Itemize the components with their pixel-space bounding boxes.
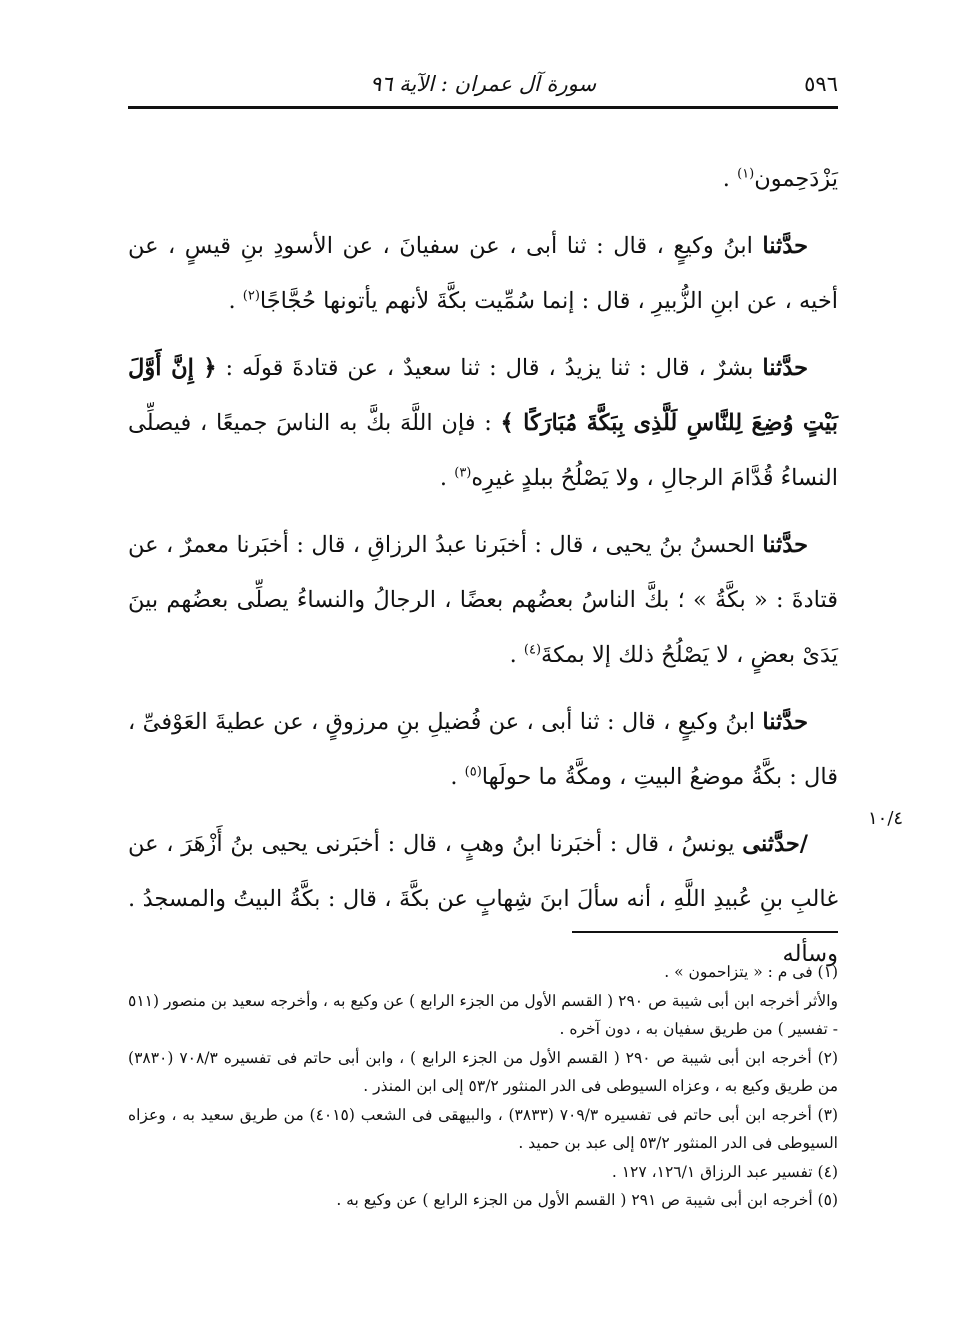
paragraph-end: . (722, 166, 738, 192)
footnote-mark: (٤) (523, 642, 542, 658)
quran-verse: ﴿ إِنَّ أَوَّلَ بَيْتٍ وُضِعَ لِلنَّاسِ لَلَّذِى بِبَكَّةَ مُبَارَكًا ﴾ (128, 355, 838, 436)
paragraph-2 (128, 219, 838, 329)
footnote: (٤) تفسير عبد الرزاق ١٢٦/١، ١٢٧ . (611, 1162, 838, 1181)
paragraph-text: ابنُ وكيعٍ ، قال : ثنا أبى ، عن فُضيلِ بنِ مرزوقٍ ، عن عطيةَ العَوْفىِّ ، قال : بكَّةُ موضعُ البيتِ ، ومكَّةُ ما حولَها (128, 709, 838, 790)
paragraph-4 (128, 518, 838, 683)
paragraph-text: الحسنُ بنُ يحيى ، قال : أخبَرنا عبدُ الرزاقِ ، قال : أخبَرنا معمرٌ ، عن قتادةَ : « بكَّةُ » ؛ بكَّ الناسُ بعضُهم بعضًا ، الرجالُ والنساءُ يصلِّى بعضُهم بينَ يَدَىْ بعضٍ ، لا يَصْلُحُ ذلك إلا بمكةَ (128, 532, 838, 668)
running-header (128, 66, 838, 109)
hadith-lead: حدَّثنا (762, 709, 808, 735)
paragraph-5 (128, 695, 838, 805)
footnote-divider (572, 931, 838, 933)
hadith-lead: حدَّثنا (762, 532, 808, 558)
footnote: (٢) أخرجه ابن أبى شيبة ص ٢٩٠ ( القسم الأول من الجزء الرابع ) ، وابن أبى حاتم فى تفسيره ٧٠٨/٣ (٣٨٣٠) من طريق وكيع به ، وعزاه السيوطى فى الدر المنثور ٥٣/٢ إلى ابن المنذر . (128, 1048, 839, 1095)
footnote: والأثر أخرجه ابن أبى شيبة ص ٢٩٠ ( القسم الأول من الجزء الرابع ) عن وكيع به ، وأخرجه سعيد بن منصور (٥١١ - تفسير ) من طريق سفيان به ، دون آخره . (128, 991, 838, 1038)
header-title: سورة آل عمران : الآية ٩٦ (369, 72, 597, 96)
paragraph-1 (128, 152, 838, 207)
hadith-lead: /حدَّثنى (742, 831, 808, 857)
paragraph-end: . (509, 642, 524, 668)
main-text (128, 152, 838, 994)
footnote-mark: (٣) (454, 465, 472, 481)
paragraph-end: . (450, 764, 465, 790)
paragraph-text: يَزْدَحِمون (754, 166, 838, 192)
paragraph-3 (128, 341, 838, 506)
hadith-lead: حدَّثنا (762, 355, 808, 381)
margin-volume-reference: ١٠/٤ (868, 808, 904, 829)
paragraph-text: ابنُ وكيعٍ ، قال : ثنا أبى ، عن سفيانَ ، عن الأسودِ بنِ قيسٍ ، عن أخيه ، عن ابنِ الزُّبيرِ ، قال : إنما سُمِّيت بكَّةَ لأنهم يأتونها حُجَّاجًا (128, 233, 838, 314)
footnote: (١) فى م : « يتزاحمون » . (664, 963, 838, 981)
hadith-lead: حدَّثنا (762, 233, 808, 259)
paragraph-end: . (439, 465, 455, 491)
footnote-mark: (٢) (242, 288, 260, 304)
footnote-mark: (١) (737, 166, 755, 182)
footnote-mark: (٥) (464, 764, 482, 780)
footnotes (128, 958, 838, 1215)
paragraph-text: بشرٌ ، قال : ثنا يزيدُ ، قال : ثنا سعيدٌ ، عن قتادةَ قولَه : (216, 355, 763, 381)
paragraph-end: . (228, 288, 243, 314)
paragraph-text-continued: : فإن اللَّهَ بكَّ به الناسَ جميعًا ، فيصلِّى النساءُ قُدَّامَ الرجالِ ، ولا يَصْلُحُ ببلدٍ غيرِه (128, 410, 838, 491)
footnote: (٣) أخرجه ابن أبى حاتم فى تفسيره ٧٠٩/٣ (٣٨٣٣) ، والبيهقى فى الشعب (٤٠١٥) من طريق سعيد به ، وعزاه السيوطى فى الدر المنثور ٥٣/٢ إلى عبد بن حميد . (128, 1105, 838, 1152)
page-number: ٥٩٦ (804, 72, 838, 96)
footnote: (٥) أخرجه ابن أبى شيبة ص ٢٩١ ( القسم الأول من الجزء الرابع ) عن وكيع به . (336, 1191, 838, 1209)
paragraph-text: يونسُ ، قال : أخبَرنا ابنُ وهبٍ ، قال : أخبَرنى يحيى بنُ أَزْهَرَ ، عن غالبِ بنِ عُبيدِ اللَّهِ ، أنه سألَ ابنَ شِهابٍ عن بكَّةَ ، قال : بكَّةُ البيتُ والمسجدُ . وسأله (128, 831, 838, 967)
